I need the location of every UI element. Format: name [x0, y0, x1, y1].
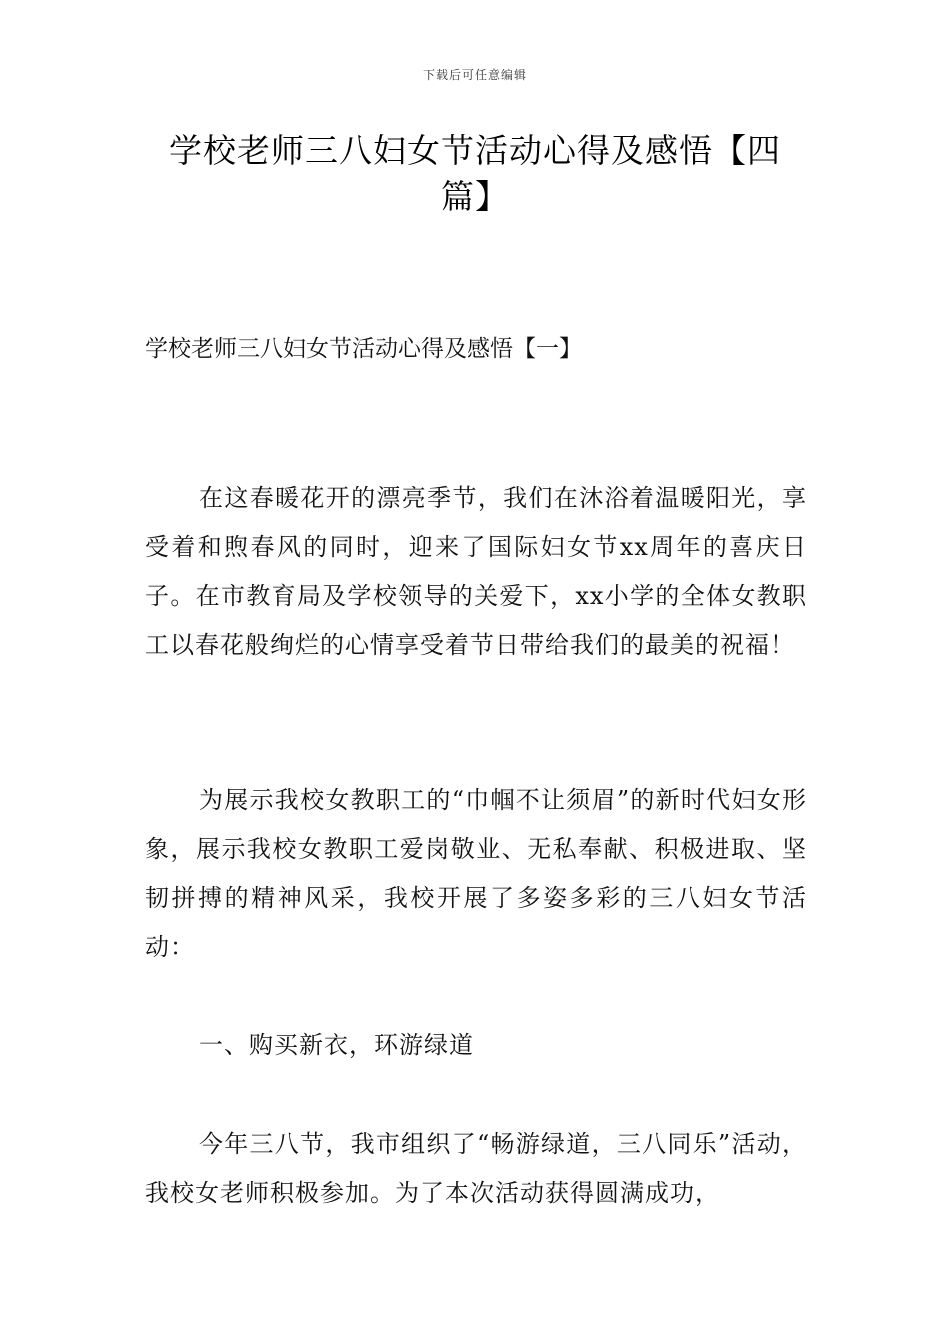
document-title: 学校老师三八妇女节活动心得及感悟【四篇】 — [169, 131, 781, 216]
paragraph-greenway-event: 今年三八节，我市组织了“畅游绿道，三八同乐”活动，我校女老师积极参加。为了本次活动获得圆满成功， — [145, 1130, 807, 1207]
subheading-new-clothes-greenway: 一、购买新衣，环游绿道 — [199, 1031, 474, 1059]
section-heading: 学校老师三八妇女节活动心得及感悟【一】 — [145, 336, 582, 362]
paragraph-intro: 在这春暖花开的漂亮季节，我们在沐浴着温暖阳光，享受着和煦春风的同时，迎来了国际妇女节xx周年的喜庆日子。在市教育局及学校领导的关爱下，xx小学的全体女教职工以春花般绚烂的心情享受着节日带给我们的最美的祝福！ — [145, 484, 807, 659]
paragraph-activities: 为展示我校女教职工的“巾帼不让须眉”的新时代妇女形象，展示我校女教职工爱岗敬业、无私奉献、积极进取、坚韧拼搏的精神风采，我校开展了多姿多彩的三八妇女节活动： — [145, 786, 807, 961]
header-note: 下载后可任意编辑 — [422, 68, 527, 82]
